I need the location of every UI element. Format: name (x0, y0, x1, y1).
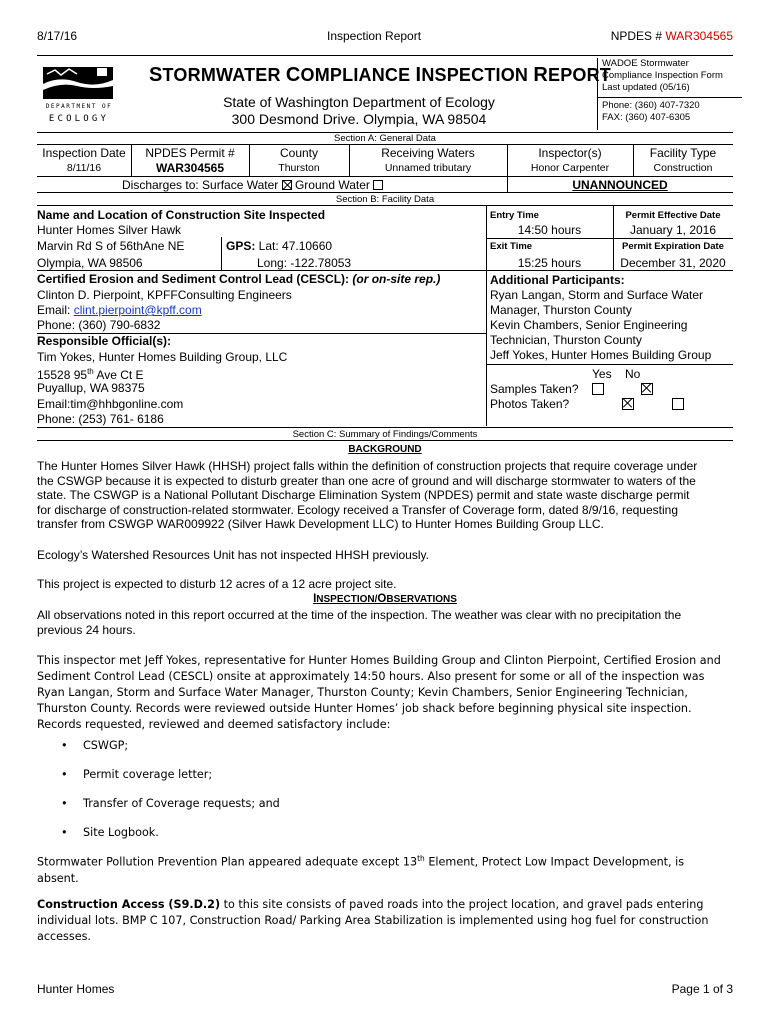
disturb-paragraph: This project is expected to disturb 12 acres of a 12 acre project site. (37, 577, 397, 591)
participant-line: Ryan Langan, Storm and Surface Water (490, 288, 703, 302)
text-line: All observations noted in this report occurred at the time of the inspection. The weather was clear with no precipitation the (37, 608, 682, 622)
obs-part-2: BSERVATIONS (386, 594, 457, 605)
divider (486, 364, 733, 365)
form-line-3: Last updated (05/16) (602, 82, 690, 93)
photos-label: Photos Taken? (490, 397, 570, 411)
surface-water-checkbox[interactable] (282, 180, 292, 190)
title-cap-i: I (415, 64, 422, 86)
agency-address: 300 Desmond Drive. Olympia, WA 98504 (231, 111, 487, 127)
discharges-label: Discharges to: Surface Water (122, 178, 279, 192)
header-npdes (611, 29, 733, 43)
divider (37, 427, 733, 428)
cescl-email-label: Email: (37, 303, 74, 317)
samples-yes-checkbox[interactable] (592, 383, 604, 395)
section-c-title: Section C: Summary of Findings/Comments (37, 429, 733, 441)
participant-line: Manager, Thurston County (490, 303, 632, 317)
divider (37, 192, 733, 193)
receiving-waters-value: Unnamed tributary (384, 162, 472, 174)
text-line: the CSWGP because it is expected to disturb greater than one acre of ground and will discharge stormwater to waters of the (37, 473, 696, 488)
cescl-heading (37, 272, 440, 287)
obs-part-1: NSPECTION/ (316, 594, 378, 605)
divider (507, 176, 508, 192)
header-center-title: Inspection Report (327, 29, 422, 43)
text-line: accesses. (37, 930, 91, 943)
exit-time-value: 15:25 hours (517, 256, 582, 270)
gps-long: Long: -122.78053 (257, 256, 352, 270)
divider (486, 238, 733, 239)
county-value: Thurston (278, 162, 320, 174)
background-heading: BACKGROUND (348, 444, 422, 455)
logo-text-bottom: ECOLOGY (48, 114, 110, 124)
footer-page-number: Page 1 of 3 (671, 982, 733, 996)
section-a-title: Section A: General Data (37, 133, 733, 145)
header-npdes-prefix: NPDES # (610, 29, 666, 43)
text-line: This inspector met Jeff Yokes, representative for Hunter Homes Building Group and Clinton Pierpoint, Certified Erosion and (37, 654, 721, 667)
text-line: state. The CSWGP is a National Pollutant Discharge Elimination System (NPDES) permit and state waste discharge permit (37, 488, 690, 502)
phone-number: Phone: (360) 407-7320 (602, 100, 700, 111)
swppp-post: Element, Protect Low Impact Development, is (424, 855, 685, 869)
form-info (597, 58, 738, 130)
logo-text-top: DEPARTMENT OF (45, 103, 113, 110)
facility-type-label: Facility Type (649, 146, 717, 160)
samples-no-checkbox[interactable] (641, 383, 653, 395)
fax-number: FAX: (360) 407-6305 (602, 112, 691, 123)
title-part-2: OMPLIANCE (300, 65, 416, 85)
permit-expiration-label: Permit Expiration Date (622, 241, 724, 252)
resp-addr-pre: 15528 95 (37, 368, 88, 382)
title-part-4: EPORT (547, 65, 611, 85)
receiving-waters-label: Receiving Waters (381, 146, 475, 160)
swppp-pre: Stormwater Pollution Prevention Plan appeared adequate except 13 (37, 855, 418, 869)
text-line: individual lots. BMP C 107, Construction Road/ Parking Area Stabilization is implemented using hog fuel for construction (37, 914, 709, 927)
cescl-phone: Phone: (360) 790-6832 (37, 318, 161, 332)
text-line: transfer from CSWGP WAR009922 (Silver Hawk Development LLC) to Hunter Homes Building Group LLC. (37, 517, 604, 531)
samples-label: Samples Taken? (490, 382, 579, 396)
text-line (37, 897, 733, 913)
text-line: Records requested, reviewed and deemed satisfactory include: (37, 718, 391, 731)
obs-cap-o: O (377, 593, 387, 605)
responsible-name: Tim Yokes, Hunter Homes Building Group, LLC (37, 350, 288, 364)
discharges-row (122, 178, 383, 193)
access-line-1: to this site consists of paved roads into the project location, and gravel pads entering (220, 898, 704, 911)
facility-type-value: Construction (653, 162, 713, 174)
form-line-2: Compliance Inspection Form (602, 70, 723, 81)
section-b-title: Section B: Facility Data (37, 194, 733, 206)
responsible-heading: Responsible Official(s): (37, 334, 172, 348)
unannounced-label: UNANNOUNCED (572, 178, 668, 192)
form-info-divider (598, 97, 742, 98)
yes-label: Yes (592, 367, 612, 381)
list-item: • Permit coverage letter; (37, 767, 733, 796)
permit-effective-value: January 1, 2016 (629, 223, 717, 237)
header-npdes-number: WAR304565 (665, 29, 733, 43)
text-line: for discharge of construction-related stormwater. Ecology received a Transfer of Coverage form, dated 8/9/16, requesting (37, 502, 678, 517)
records-list (37, 738, 733, 854)
background-paragraph (37, 459, 733, 532)
observations-heading (37, 593, 733, 605)
cescl-heading-text: Certified Erosion and Sediment Control Lead (CESCL): (37, 272, 350, 286)
site-address-1: Marvin Rd S of 56thAne NE (37, 239, 185, 253)
divider (37, 270, 733, 271)
gps-lat (226, 239, 332, 254)
photos-yes-checkbox[interactable] (622, 398, 634, 410)
additional-participants-heading: Additional Participants: (490, 273, 625, 287)
list-item: • Site Logbook. (37, 825, 733, 854)
responsible-address-1 (37, 365, 144, 383)
no-label: No (625, 367, 641, 381)
header-date: 8/17/16 (37, 29, 78, 43)
photos-no-checkbox[interactable] (672, 398, 684, 410)
obs-cap-i: I (313, 593, 317, 605)
construction-access-paragraph (37, 897, 733, 945)
permit-effective-label: Permit Effective Date (625, 210, 721, 221)
resp-addr-post: Ave Ct E (93, 368, 144, 382)
text-line: previous 24 hours. (37, 622, 136, 637)
responsible-address-2: Puyallup, WA 98375 (37, 381, 145, 395)
title-cap-s: S (149, 64, 163, 86)
cescl-name: Clinton D. Pierpoint, KPFFConsulting Engineers (37, 288, 292, 302)
text-line: absent. (37, 871, 79, 885)
title-cap-c: C (285, 64, 301, 86)
cescl-heading-note: (or on-site rep.) (349, 272, 441, 286)
observations-paragraph (37, 608, 733, 637)
text-line: The Hunter Homes Silver Hawk (HHSH) project falls within the definition of construction projects that require coverage under (37, 459, 698, 473)
inspector-value: Honor Carpenter (530, 162, 610, 174)
title-part-1: TORMWATER (162, 65, 286, 85)
access-heading: Construction Access (S9.D.2) (37, 898, 221, 911)
swppp-paragraph (37, 851, 733, 887)
ground-water-checkbox[interactable] (373, 180, 383, 190)
agency-name: State of Washington Department of Ecology (223, 94, 495, 110)
title-block (37, 55, 733, 133)
site-address-2: Olympia, WA 98506 (37, 256, 143, 270)
form-line-1: WADOE Stormwater (602, 58, 689, 69)
text-line: Sediment Control Lead (CESCL) onsite at approximately 14:50 hours. Also present for some or all of the inspection was (37, 670, 705, 683)
inspection-date-label: Inspection Date (42, 146, 126, 160)
list-item: • Transfer of Coverage requests; and (37, 796, 733, 825)
not-inspected-paragraph: Ecology’s Watershed Resources Unit has not inspected HHSH previously. (37, 548, 429, 562)
footer-left: Hunter Homes (37, 982, 115, 996)
ground-water-label: Ground Water (294, 178, 370, 192)
report-title (149, 64, 611, 87)
swppp-sup: th (417, 854, 425, 863)
participant-line: Technician, Thurston County (490, 333, 642, 347)
entry-time-value: 14:50 hours (517, 223, 582, 237)
divider (486, 270, 487, 426)
county-label: County (279, 146, 319, 160)
gps-lat-value: Lat: 47.10660 (255, 239, 333, 253)
gps-label: GPS: (226, 239, 256, 253)
met-paragraph (37, 653, 733, 733)
ecology-logo (41, 62, 117, 128)
text-line: Thurston County. Records were reviewed outside Hunter Homes’ job shack before beginning physical site inspection. (37, 702, 692, 715)
title-cap-r: R (533, 64, 548, 86)
responsible-email: Email:tim@hhbgonline.com (37, 397, 184, 411)
resp-addr-sup: th (87, 367, 94, 376)
cescl-email (37, 303, 202, 318)
participant-line: Kevin Chambers, Senior Engineering (490, 318, 688, 332)
running-header (37, 29, 733, 45)
permit-expiration-value: December 31, 2020 (620, 256, 726, 270)
cescl-email-link[interactable]: clint.pierpoint@kpff.com (73, 303, 202, 317)
inspector-label: Inspector(s) (538, 146, 602, 160)
exit-time-label: Exit Time (490, 241, 533, 252)
npdes-permit-label: NPDES Permit # (145, 146, 235, 160)
list-item: • CSWGP; (37, 738, 733, 767)
npdes-permit-value: WAR304565 (155, 161, 225, 175)
site-name: Hunter Homes Silver Hawk (37, 223, 182, 237)
entry-time-label: Entry Time (490, 210, 539, 221)
divider (221, 237, 222, 270)
text-line: Ryan Langan, Storm and Surface Water Manager, Thurston County; Kevin Chambers, Senior Engineering Technician, (37, 686, 688, 699)
divider (37, 176, 733, 177)
title-part-3: NSPECTION (421, 65, 534, 85)
responsible-phone: Phone: (253) 761- 6186 (37, 412, 164, 426)
agency-block (149, 94, 569, 128)
text-line (37, 851, 733, 871)
participant-line: Jeff Yokes, Hunter Homes Building Group (490, 348, 712, 362)
site-heading: Name and Location of Construction Site Inspected (37, 208, 326, 222)
inspection-date-value: 8/11/16 (66, 162, 102, 174)
